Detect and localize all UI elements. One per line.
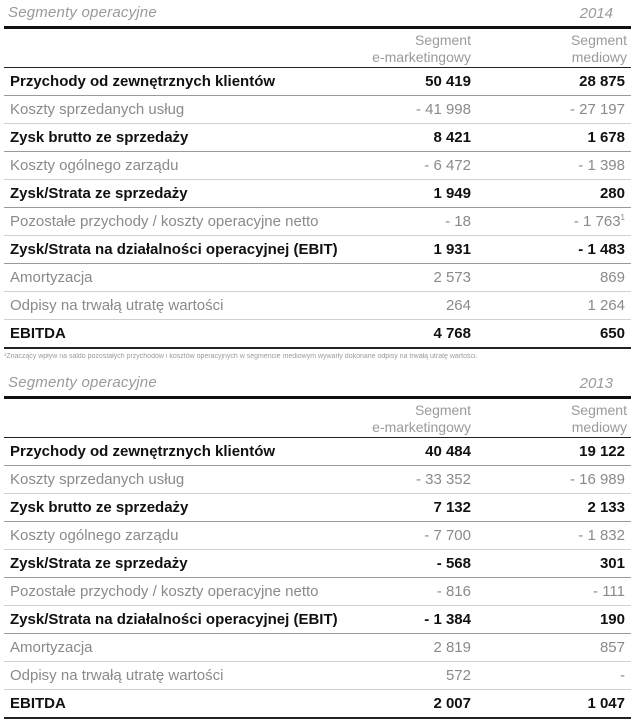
value-media: 190 [599,611,625,628]
section-title: Segmenty operacyjne [8,4,157,21]
value-media: 857 [599,639,625,656]
value-e-marketing: 2 819 [433,639,471,656]
row-label: Pozostałe przychody / koszty operacyjne netto [10,583,319,600]
value-e-marketing: - 18 [445,213,471,230]
value-media: - [620,667,625,684]
row-label: Zysk/Strata ze sprzedaży [10,185,188,202]
value-e-marketing: 1 949 [433,185,471,202]
row-label: Przychody od zewnętrznych klientów [10,73,276,90]
value-media: - 16 989 [569,471,625,488]
value-e-marketing: - 568 [436,555,471,572]
segment-table-2014 [0,0,637,349]
value-media: 1 047 [587,695,625,712]
value-e-marketing: 1 931 [433,241,471,258]
value-media: - 1 $763^1$ [573,213,625,230]
section-title: Segmenty operacyjne [8,374,157,391]
table-row [4,264,631,292]
row-label: Zysk brutto ze sprzedaży [10,129,189,146]
value-media: - 1 398 [578,157,625,174]
table-row-total [4,320,631,349]
value-e-marketing: 40 484 [425,443,471,460]
table-row [4,292,631,320]
value-e-marketing: 50 419 [425,73,471,90]
value-e-marketing: - 33 352 [415,471,471,488]
row-label: Zysk/Strata na działalności operacyjnej (EBIT) [10,241,338,258]
footnote-marker: 1 [620,213,625,222]
value-e-marketing: 2 573 [433,269,471,286]
value-e-marketing: 572 [445,667,471,684]
row-label: Amortyzacja [10,639,93,656]
value-e-marketing: - 7 700 [424,527,471,544]
table-row [4,124,631,152]
value-e-marketing: 7 132 [433,499,471,516]
row-label: Odpisy na trwałą utratę wartości [10,297,224,314]
column-headers [4,29,631,68]
row-label: EBITDA [10,325,66,342]
table-row-total [4,690,631,719]
value-media: - 27 197 [569,101,625,118]
table-row [4,236,631,264]
row-label: Pozostałe przychody / koszty operacyjne netto [10,213,319,230]
row-label: Amortyzacja [10,269,93,286]
value-e-marketing: 2 007 [433,695,471,712]
value-media: 301 [599,555,625,572]
value-media: - 111 [593,583,625,600]
table-row [4,152,631,180]
table-row [4,634,631,662]
table-row [4,662,631,690]
row-label: Koszty sprzedanych usług [10,471,185,488]
table-row [4,606,631,634]
section-year: 2014 [579,5,613,22]
table-row [4,522,631,550]
row-label: Koszty ogólnego zarządu [10,157,179,174]
row-label: Przychody od zewnętrznych klientów [10,443,276,460]
footnote: ¹Znaczący wpływ na saldo pozostałych przychodów i kosztów operacyjnych w segmencie mediowym wywarły dokonane odpisy na trwałą utratę wartości. [4,353,478,360]
table-row [4,68,631,96]
value-media: - 1 483 [578,241,625,258]
table-row [4,578,631,606]
value-e-marketing: - 41 998 [415,101,471,118]
row-label: Zysk brutto ze sprzedaży [10,499,189,516]
row-label: EBITDA [10,695,66,712]
value-media: 280 [599,185,625,202]
row-label: Zysk/Strata ze sprzedaży [10,555,188,572]
table-row [4,180,631,208]
row-label: Odpisy na trwałą utratę wartości [10,667,224,684]
table-row [4,438,631,466]
column-header-e-marketing: Segment e-marketingowy [372,402,471,435]
value-media: 1 678 [587,129,625,146]
value-media: 2 133 [587,499,625,516]
value-media: - 1 832 [578,527,625,544]
value-e-marketing: - 1 384 [424,611,471,628]
value-media: 1 264 [587,297,625,314]
value-e-marketing: 4 768 [433,325,471,342]
table-row [4,466,631,494]
table-row [4,550,631,578]
value-e-marketing: - 816 [436,583,471,600]
column-header-e-marketing: Segment e-marketingowy [372,32,471,65]
value-media: 28 875 [579,73,625,90]
section-header [0,0,637,26]
row-label: Zysk/Strata na działalności operacyjnej (EBIT) [10,611,338,628]
section-year: 2013 [579,375,613,392]
row-label: Koszty ogólnego zarządu [10,527,179,544]
segment-table-2013 [0,370,637,719]
section-header [0,370,637,396]
column-header-media: Segment mediowy [570,32,627,65]
row-label: Koszty sprzedanych usług [10,101,185,118]
value-e-marketing: 8 421 [433,129,471,146]
table-row [4,96,631,124]
value-e-marketing: 264 [445,297,471,314]
value-media: 650 [599,325,625,342]
value-media: 19 122 [579,443,625,460]
value-e-marketing: - 6 472 [424,157,471,174]
column-headers [4,399,631,438]
table-row [4,494,631,522]
column-header-media: Segment mediowy [570,402,627,435]
value-media: 869 [599,269,625,286]
table-row [4,208,631,236]
